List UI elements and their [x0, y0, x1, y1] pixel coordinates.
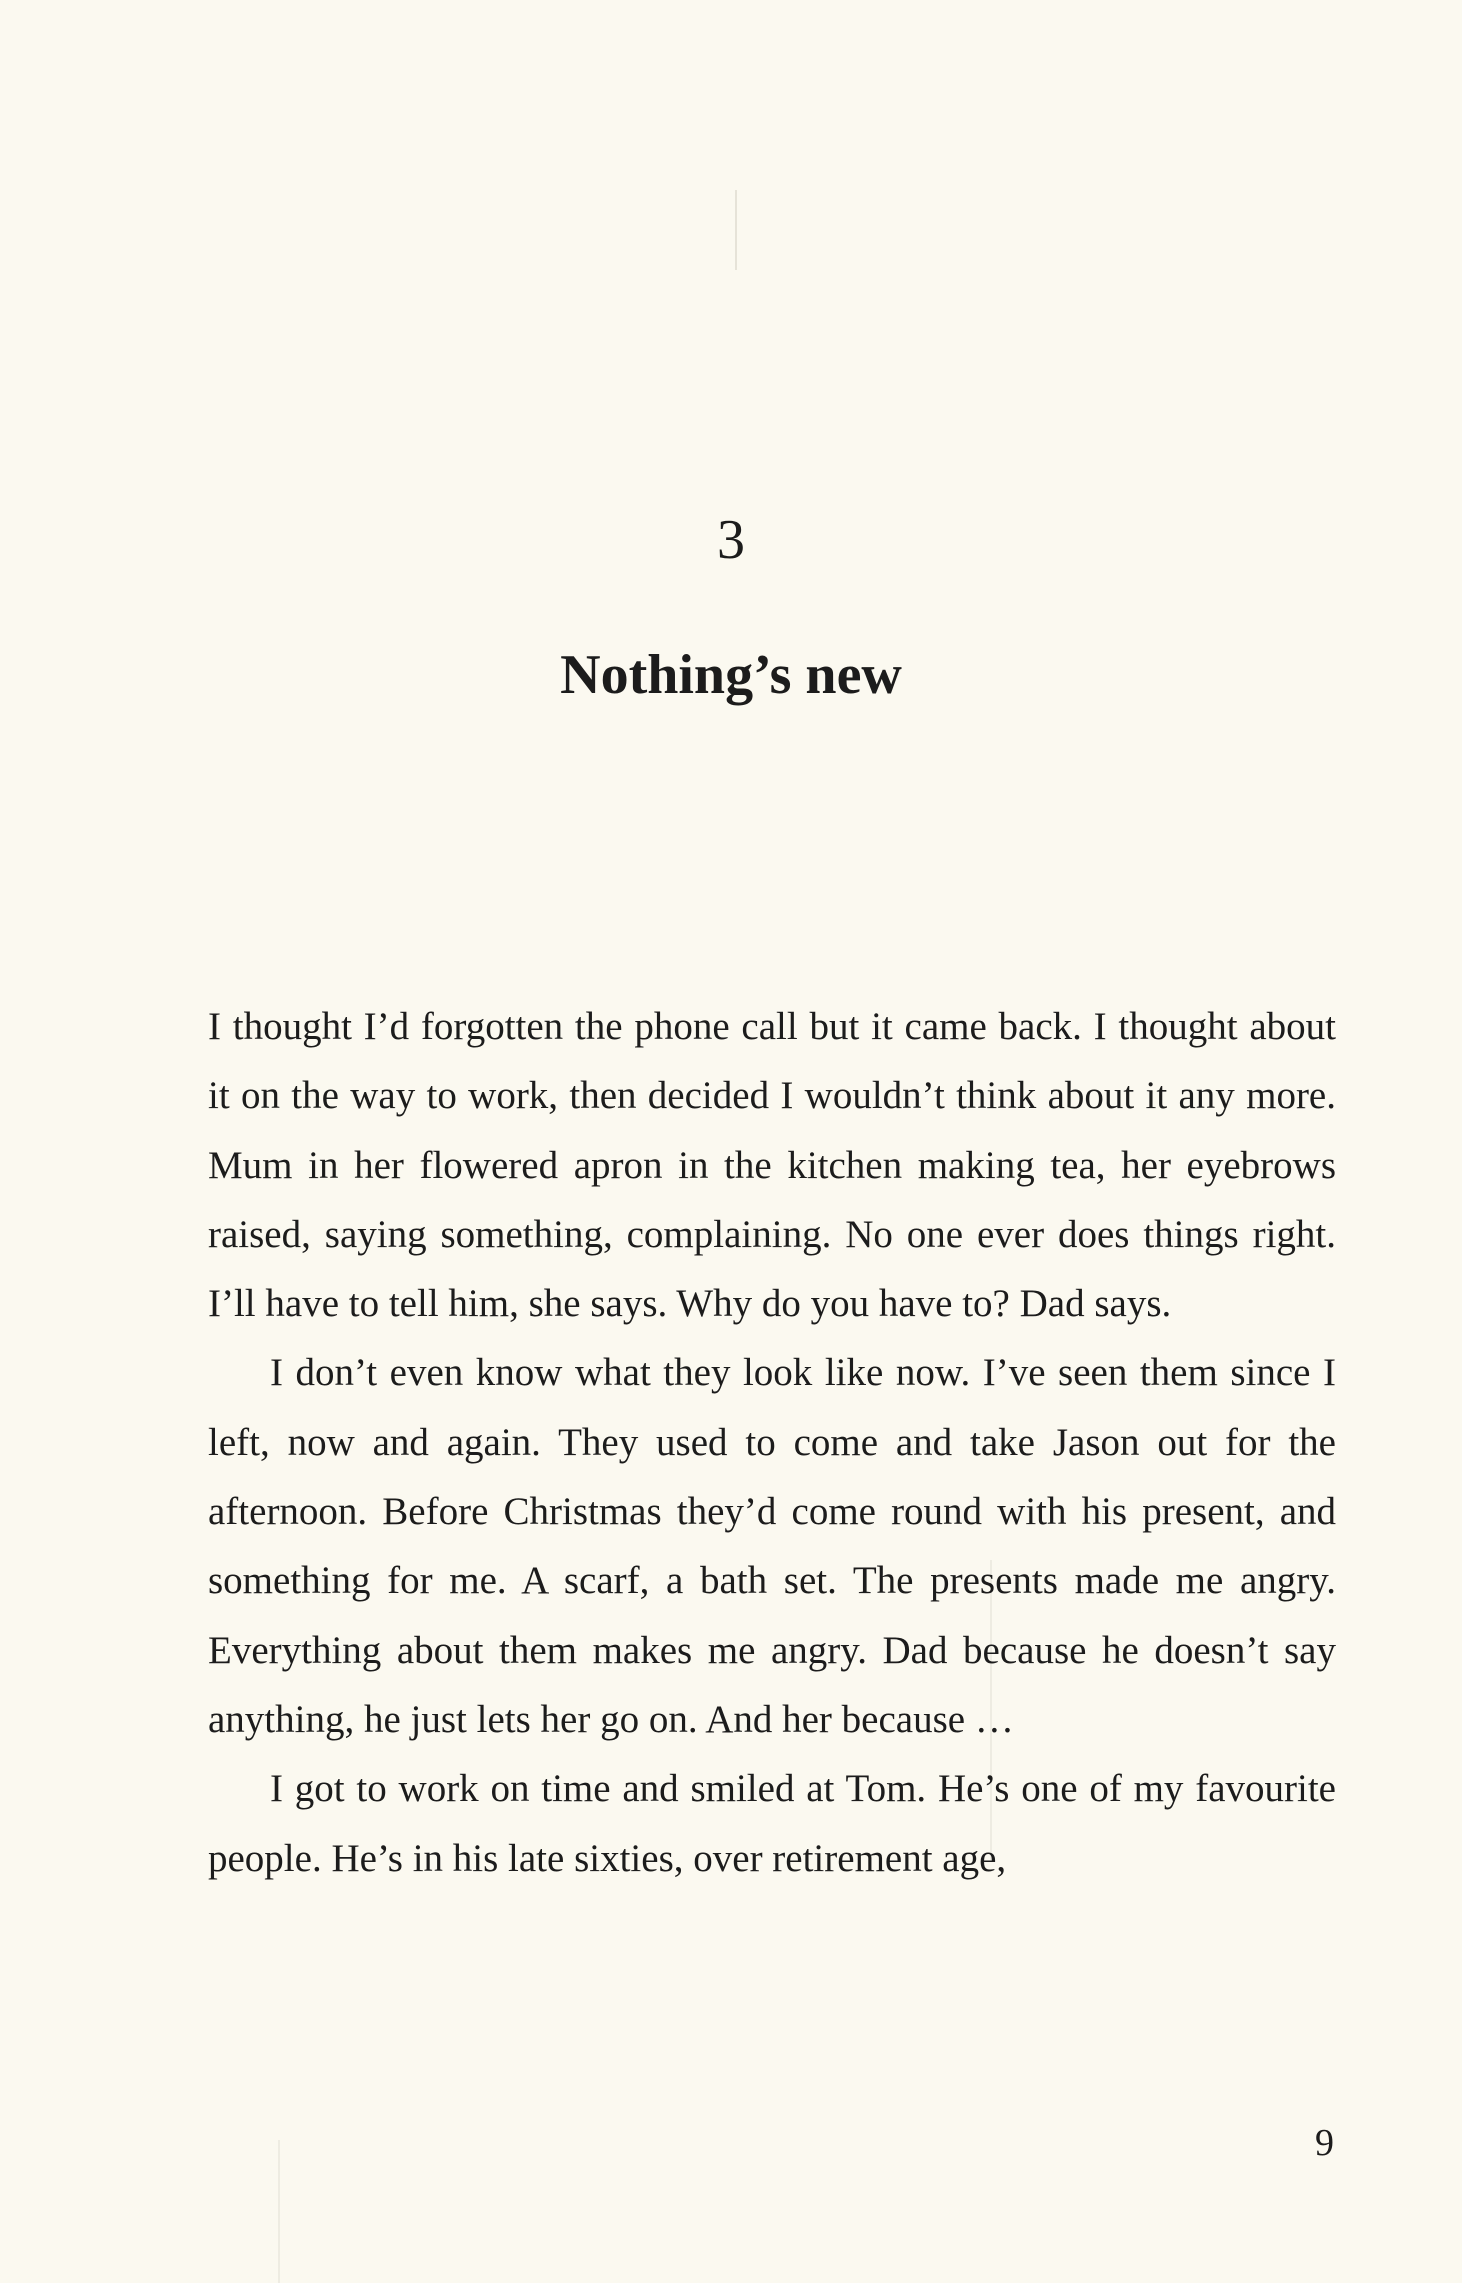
chapter-number: 3: [717, 509, 745, 571]
page-number: 9: [1315, 2122, 1334, 2164]
paragraph-2: I don’t even know what they look like now. I’ve seen them since I left, now and again. They used to come and take Jason out for the afternoon. Before Christmas they’d come round with his present, and something for me. A scarf, a bath set. The presents made me angry. Everything about them makes me angry. Dad because he doesn’t say anything, he just lets her go on. And her because …: [208, 1351, 1336, 1741]
body-text: [208, 992, 1336, 1893]
paragraph-1: I thought I’d forgotten the phone call but it came back. I thought about it on the way to work, then decided I wouldn’t think about it any more. Mum in her flowered apron in the kitchen making tea, her eyebrows raised, saying something, complaining. No one ever does things right. I’ll have to tell him, she says. Why do you have to? Dad says.: [208, 1005, 1336, 1326]
paragraph-3: I got to work on time and smiled at Tom. He’s one of my favourite people. He’s in his late sixties, over retirement age,: [208, 1767, 1336, 1880]
scan-artifact: [735, 190, 737, 270]
chapter-title: Nothing’s new: [560, 644, 902, 706]
scan-artifact: [278, 2140, 280, 2283]
